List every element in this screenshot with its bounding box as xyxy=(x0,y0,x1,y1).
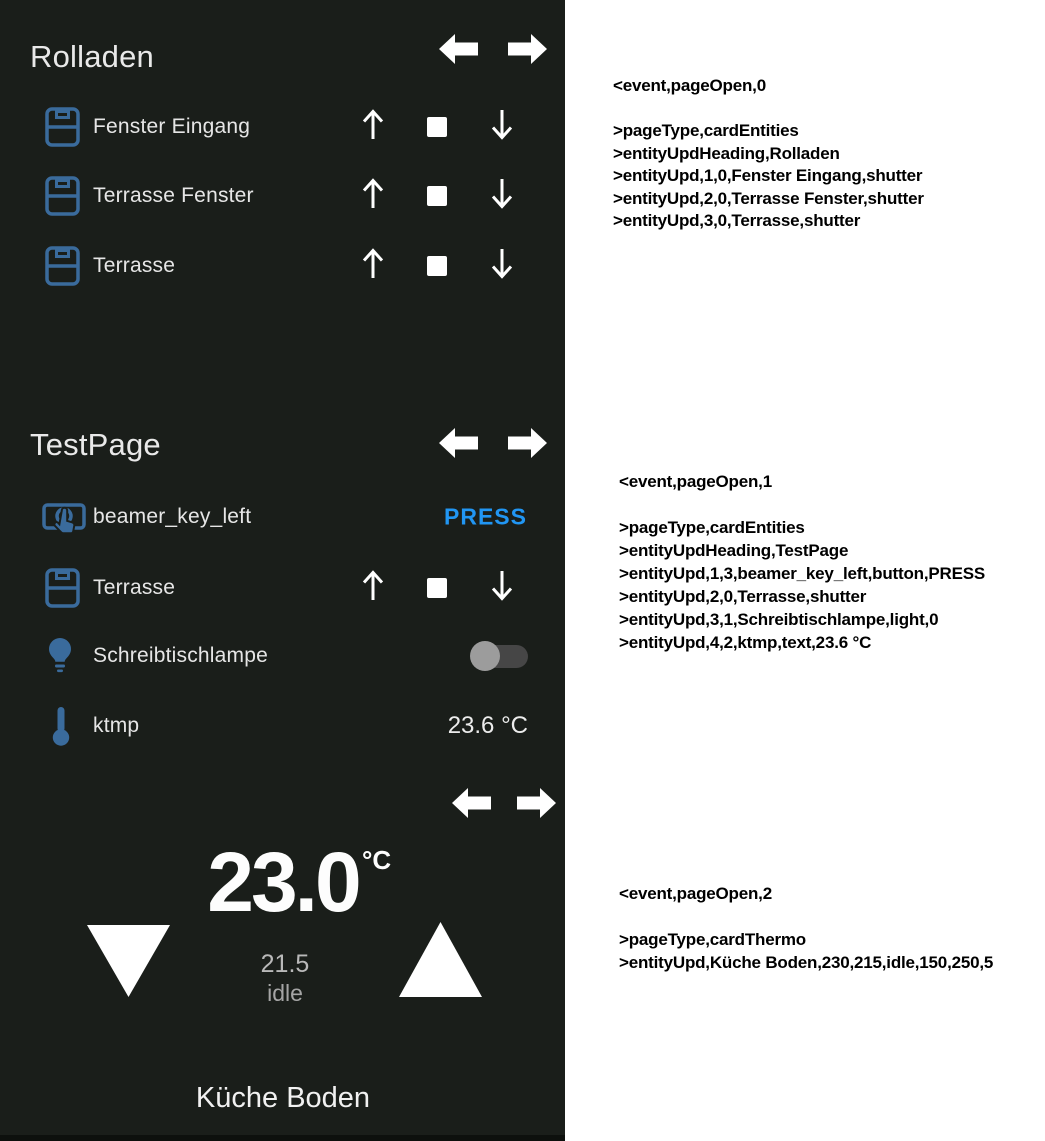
shutter-down-button[interactable] xyxy=(490,247,514,285)
log-line: >entityUpd,2,0,Terrasse Fenster,shutter xyxy=(613,188,924,208)
nav-right-button[interactable] xyxy=(517,787,556,819)
window-shutter-icon xyxy=(45,107,80,147)
arrow-right-icon xyxy=(508,33,547,65)
stop-square-icon xyxy=(427,578,447,598)
stop-square-icon xyxy=(427,186,447,206)
arrow-up-icon xyxy=(361,108,385,141)
lightbulb-icon xyxy=(45,637,75,675)
stop-square-icon xyxy=(427,256,447,276)
temperature-unit: °C xyxy=(362,845,392,875)
entity-label: Terrasse Fenster xyxy=(93,184,254,207)
log-line: <event,pageOpen,1 xyxy=(619,472,772,491)
uart-log-block-page1 xyxy=(619,470,985,654)
shutter-up-button[interactable] xyxy=(361,177,385,215)
log-line: <event,pageOpen,2 xyxy=(619,884,772,903)
shutter-up-button[interactable] xyxy=(361,569,385,607)
window-shutter-icon xyxy=(45,176,80,216)
uart-log-block-page0 xyxy=(613,75,924,233)
log-line: <event,pageOpen,0 xyxy=(613,76,766,95)
entity-label: ktmp xyxy=(93,714,140,737)
entity-row xyxy=(0,698,565,754)
window-shutter-icon xyxy=(45,568,80,608)
shutter-stop-button[interactable] xyxy=(427,117,447,137)
window-shutter-icon xyxy=(45,246,80,286)
current-temperature: 23.0 xyxy=(207,835,359,929)
arrow-down-icon xyxy=(490,177,514,210)
log-line: >entityUpdHeading,TestPage xyxy=(619,541,849,560)
arrow-up-icon xyxy=(361,247,385,280)
thermometer-icon xyxy=(52,706,70,747)
log-line: >entityUpd,3,1,Schreibtischlampe,light,0 xyxy=(619,610,939,629)
light-toggle[interactable] xyxy=(470,641,528,671)
shutter-stop-button[interactable] xyxy=(427,186,447,206)
entity-row xyxy=(0,560,565,616)
log-line: >pageType,cardEntities xyxy=(613,121,799,140)
entity-label: Terrasse xyxy=(93,576,176,599)
shutter-down-button[interactable] xyxy=(490,108,514,146)
arrow-left-icon xyxy=(452,787,491,819)
log-line: >entityUpd,Küche Boden,230,215,idle,150,250,5 xyxy=(619,953,994,972)
arrow-down-icon xyxy=(490,108,514,141)
log-line xyxy=(619,493,985,516)
log-line: >pageType,cardThermo xyxy=(619,930,806,949)
press-button[interactable]: PRESS xyxy=(444,503,527,530)
entity-row xyxy=(0,238,565,294)
arrow-right-icon xyxy=(508,427,547,459)
nav-left-button[interactable] xyxy=(439,33,478,65)
arrow-down-icon xyxy=(490,247,514,280)
shutter-down-button[interactable] xyxy=(490,569,514,607)
log-line: >entityUpd,1,3,beamer_key_left,button,PRESS xyxy=(619,564,985,583)
shutter-stop-button[interactable] xyxy=(427,256,447,276)
arrow-left-icon xyxy=(439,33,478,65)
log-line: >entityUpd,2,0,Terrasse,shutter xyxy=(619,587,867,606)
entity-value: 23.6 °C xyxy=(447,712,528,739)
entity-row xyxy=(0,168,565,224)
nav-right-button[interactable] xyxy=(508,427,547,459)
entity-label: Terrasse xyxy=(93,254,176,277)
thermostat-name: Küche Boden xyxy=(195,1082,371,1114)
entity-row xyxy=(0,489,565,545)
log-line: >entityUpd,3,0,Terrasse,shutter xyxy=(613,211,861,230)
entity-label: Schreibtischlampe xyxy=(93,644,268,667)
nav-left-button[interactable] xyxy=(452,787,491,819)
nav-right-button[interactable] xyxy=(508,33,547,65)
arrow-right-icon xyxy=(517,787,556,819)
log-line: >entityUpd,1,0,Fenster Eingang,shutter xyxy=(613,166,923,185)
uart-log-block-page2 xyxy=(619,882,993,974)
entity-row xyxy=(0,99,565,155)
shutter-stop-button[interactable] xyxy=(427,578,447,598)
nav-left-button[interactable] xyxy=(439,427,478,459)
arrow-up-icon xyxy=(361,177,385,210)
card-heading: Rolladen xyxy=(30,39,154,74)
entity-row xyxy=(0,628,565,684)
log-line: >entityUpdHeading,Rolladen xyxy=(613,143,840,163)
log-line: >pageType,cardEntities xyxy=(619,518,805,537)
log-line xyxy=(613,98,924,121)
stop-square-icon xyxy=(427,117,447,137)
log-line xyxy=(619,905,993,928)
card-heading: TestPage xyxy=(30,427,161,462)
arrow-left-icon xyxy=(439,427,478,459)
entity-label: beamer_key_left xyxy=(93,505,252,528)
arrow-up-icon xyxy=(361,569,385,602)
log-line: >entityUpd,4,2,ktmp,text,23.6 °C xyxy=(619,633,872,652)
arrow-down-icon xyxy=(490,569,514,602)
gesture-tap-button-icon xyxy=(42,498,86,536)
target-temperature: 21.5 xyxy=(260,950,310,978)
panel-bottom-edge xyxy=(0,1135,565,1141)
shutter-up-button[interactable] xyxy=(361,247,385,285)
thermostat-state: idle xyxy=(267,980,303,1006)
toggle-knob xyxy=(470,641,500,671)
shutter-down-button[interactable] xyxy=(490,177,514,215)
shutter-up-button[interactable] xyxy=(361,108,385,146)
entity-label: Fenster Eingang xyxy=(93,115,251,138)
